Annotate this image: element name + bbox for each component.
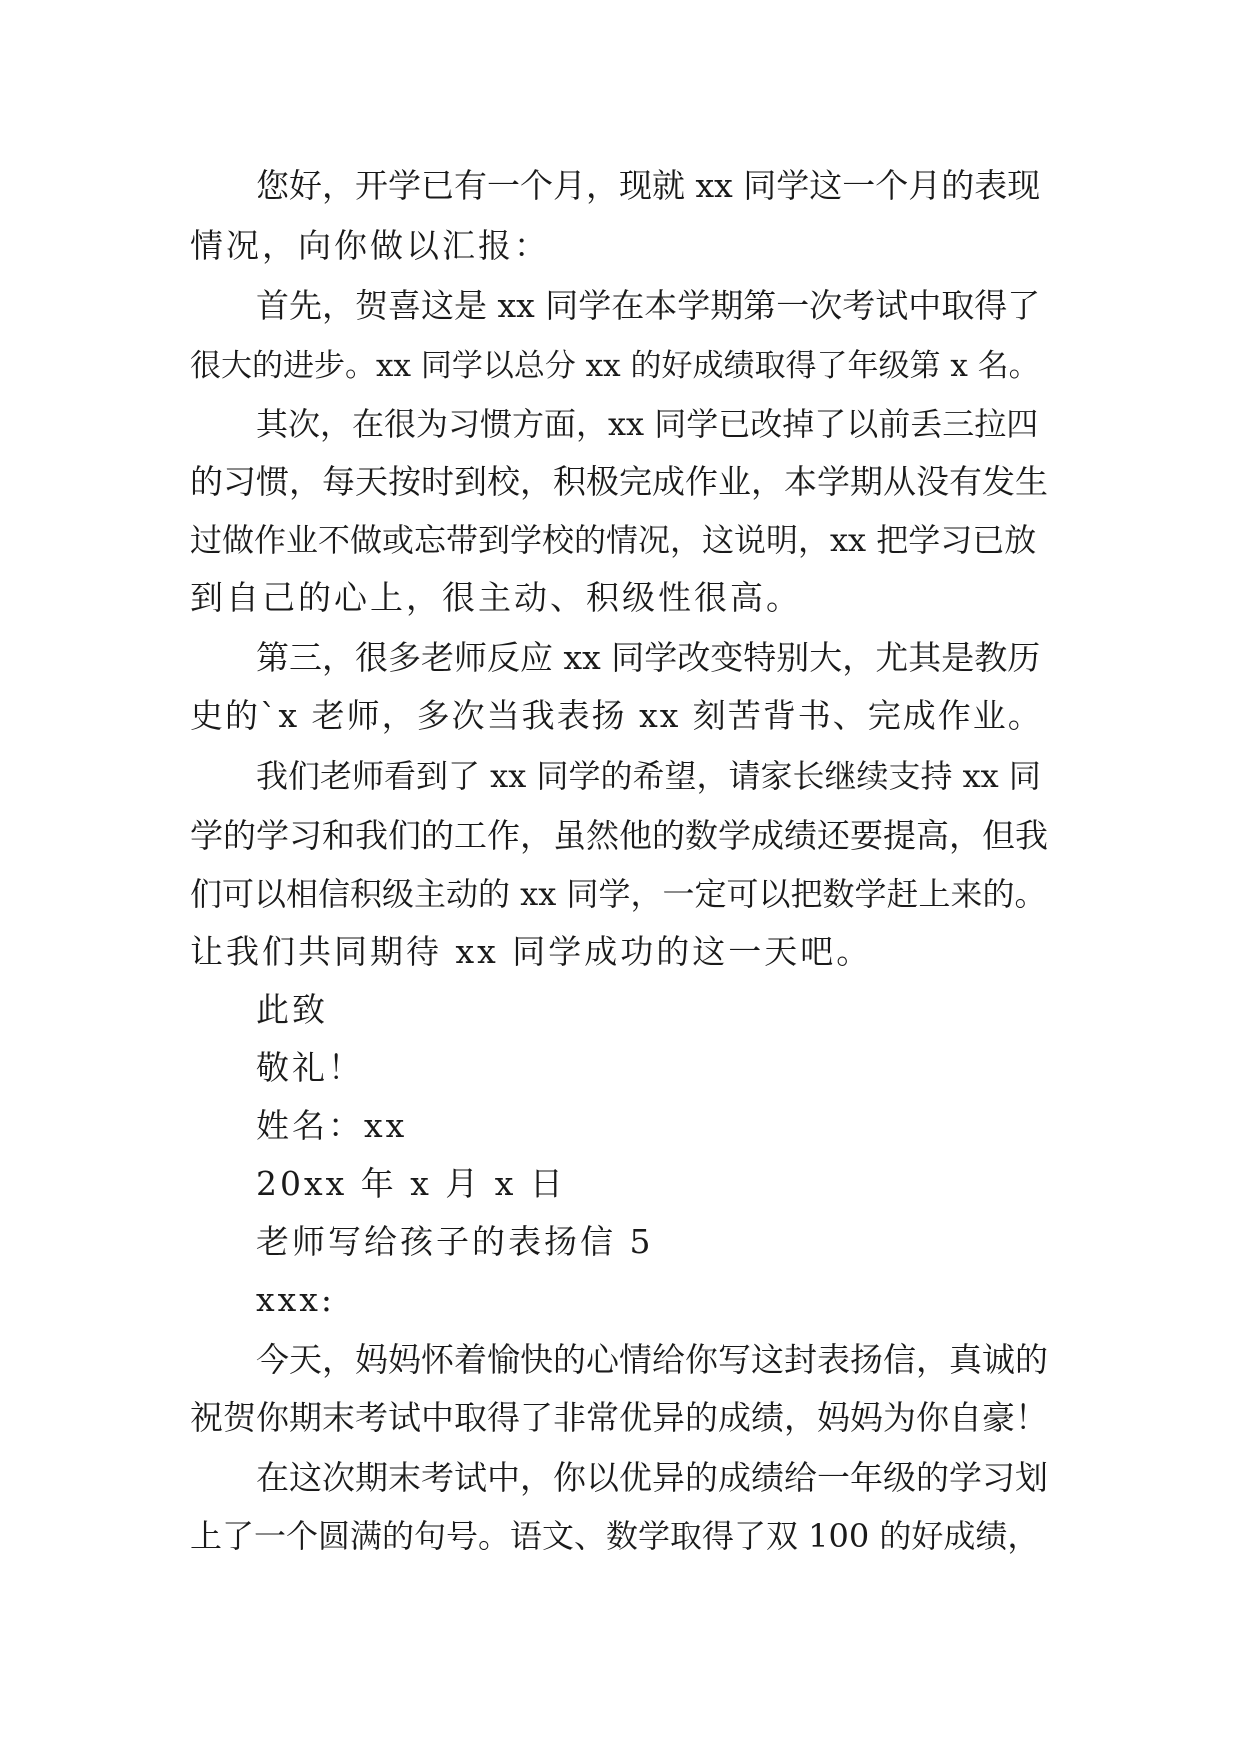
text-line: 到自己的心上，很主动、积级性很高。: [190, 578, 802, 617]
text-line: 祝贺你期末考试中取得了非常优异的成绩，妈妈为你自豪！: [190, 1398, 1048, 1437]
signature-name: 姓名：xx: [256, 1106, 408, 1145]
salutation-closing: 此致: [256, 990, 328, 1029]
text-line: 第三，很多老师反应 xx 同学改变特别大，尤其是教历: [256, 638, 1041, 677]
signature-date: 20xx 年 x 月 x 日: [256, 1164, 566, 1203]
text-line: 您好，开学已有一个月，现就 xx 同学这一个月的表现: [256, 166, 1041, 205]
text-line: 情况，向你做以汇报：: [190, 226, 550, 265]
salutation-regards: 敬礼！: [256, 1048, 364, 1087]
text-line: 首先，贺喜这是 xx 同学在本学期第一次考试中取得了: [256, 286, 1041, 325]
text-line: 今天，妈妈怀着愉快的心情给你写这封表扬信，真诚的: [256, 1340, 1048, 1379]
text-line: 的习惯，每天按时到校，积极完成作业，本学期从没有发生: [190, 462, 1048, 501]
text-line: 学的学习和我们的工作，虽然他的数学成绩还要提高，但我: [190, 816, 1048, 855]
letter-recipient: xxx:: [256, 1280, 335, 1319]
section-title: 老师写给孩子的表扬信 5: [256, 1222, 654, 1261]
text-line: 其次，在很为习惯方面，xx 同学已改掉了以前丢三拉四: [256, 405, 1039, 443]
text-line: 在这次期末考试中，你以优异的成绩给一年级的学习划: [256, 1458, 1048, 1497]
text-line: 上了一个圆满的句号。语文、数学取得了双 100 的好成绩，: [190, 1517, 1040, 1555]
text-line: 很大的进步。xx 同学以总分 xx 的好成绩取得了年级第 x 名。: [190, 348, 1040, 384]
text-line: 们可以相信积级主动的 xx 同学，一定可以把数学赶上来的。: [190, 875, 1047, 913]
text-line: 史的`x 老师，多次当我表扬 xx 刻苦背书、完成作业。: [190, 696, 1043, 735]
text-line: 过做作业不做或忘带到学校的情况，这说明，xx 把学习已放: [190, 521, 1037, 559]
text-line: 我们老师看到了 xx 同学的希望，请家长继续支持 xx 同: [256, 757, 1041, 795]
text-line: 让我们共同期待 xx 同学成功的这一天吧。: [190, 932, 873, 971]
